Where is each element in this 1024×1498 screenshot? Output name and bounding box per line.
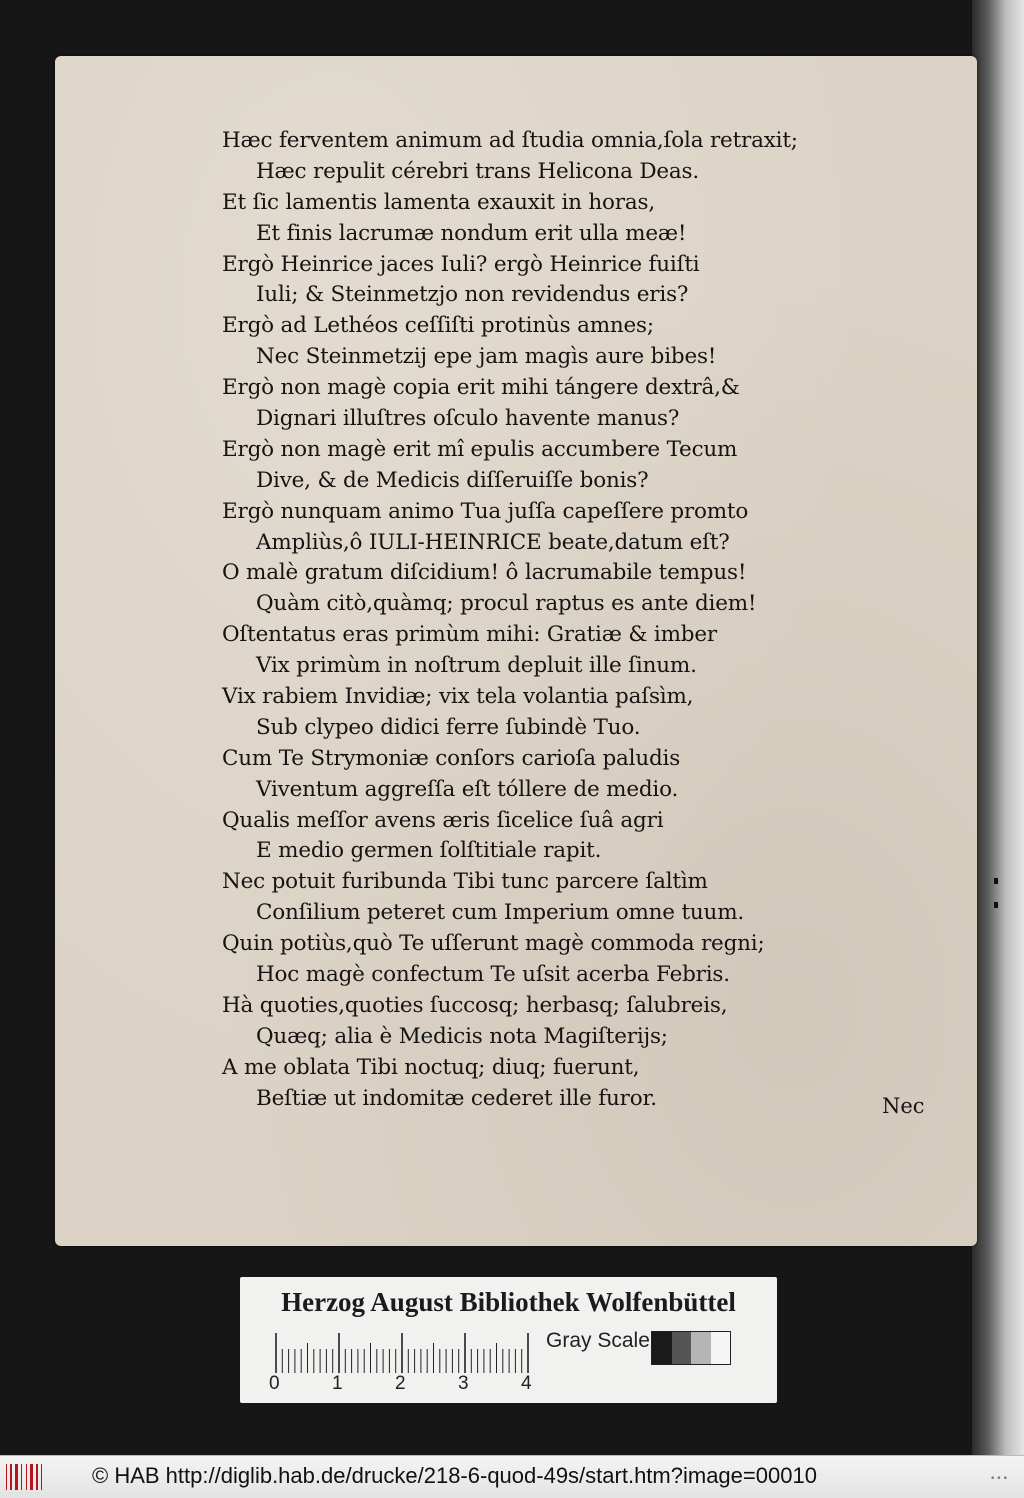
verse-line: Vix rabiem Invidiæ; vix tela volantia paſsìm, (222, 684, 694, 710)
verse-text (222, 126, 798, 1115)
verse-line: Viventum aggreſſa eſt tóllere de medio. (256, 776, 679, 802)
verse-line: A me oblata Tibi noctuq; diuq; fuerunt, (222, 1054, 640, 1080)
verse-line: Nec Steinmetzij epe jam magìs aure bibes! (256, 344, 717, 370)
verse-line: Vix primùm in noſtrum depluit ille ſinum. (256, 653, 697, 679)
ruler-digit: 4 (521, 1373, 532, 1394)
gray-scale-swatches (651, 1331, 731, 1365)
edge-mark (994, 878, 998, 884)
copyright-url[interactable]: © HAB http://diglib.hab.de/drucke/218-6-quod-49s/start.htm?image=00010 (92, 1463, 817, 1488)
verse-line: E medio germen ſolſtitiale rapit. (256, 838, 602, 864)
ruler-digit: 2 (395, 1373, 406, 1394)
ruler-scale (275, 1333, 537, 1373)
gray-swatch (652, 1332, 672, 1364)
catchword: Nec (882, 1094, 925, 1118)
barcode-icon (5, 1462, 49, 1492)
verse-line: Dignari illuſtres oſculo havente manus? (256, 406, 680, 432)
verse-line: Hæc ferventem animum ad ſtudia omnia,ſola retraxit; (222, 128, 798, 153)
verse-line: Ergò ad Lethéos ceſſiſti protinùs amnes; (222, 313, 654, 339)
verse-line: Conſilium peteret cum Imperium omne tuum. (256, 900, 745, 926)
book-edge (972, 0, 1024, 1455)
verse-line: O malè gratum diſcidium! ô lacrumabile tempus! (222, 560, 747, 586)
ruler-digit: 0 (269, 1373, 280, 1394)
verse-line: Iuli; & Steinmetzjo non revidendus eris? (256, 282, 689, 308)
verse-line: Ergò non magè erit mî epulis accumbere Tecum (222, 436, 738, 462)
verse-line: Quin potiùs,quò Te uſſerunt magè commoda regni; (222, 931, 765, 957)
viewer-footer (0, 1455, 1024, 1498)
verse-line: Et ſic lamentis lamenta exauxit in horas, (222, 189, 655, 215)
verse-line: Dive, & de Medicis diſſeruiſſe bonis? (256, 467, 649, 493)
edge-mark (994, 902, 998, 908)
verse-line: Hà quoties,quoties ſuccosq; herbasq; ſalubreis, (222, 992, 728, 1018)
ruler-digit: 1 (332, 1373, 343, 1394)
verse-line: Nec potuit furibunda Tibi tunc parcere ſaltìm (222, 869, 708, 895)
verse-line: Hoc magè confectum Te uſsit acerba Febris. (256, 962, 730, 988)
verse-line: Sub clypeo didici ferre ſubindè Tuo. (256, 714, 641, 740)
verse-line: Ergò non magè copia erit mihi tángere dextrâ,& (222, 375, 740, 401)
more-dots-icon[interactable]: ••• (990, 1474, 1009, 1484)
verse-line: Oſtentatus eras primùm mihi: Gratiæ & imber (222, 622, 717, 648)
verse-line: Hæc repulit cérebri trans Helicona Deas. (256, 158, 699, 184)
verse-line: Beſtiæ ut indomitæ cederet ille furor. (256, 1085, 657, 1111)
verse-line: Cum Te Strymoniæ conſors carioſa paludis (222, 745, 681, 771)
gray-swatch (672, 1332, 692, 1364)
verse-line: Quæq; alia è Medicis nota Magiſterijs; (256, 1023, 668, 1049)
gray-swatch (711, 1332, 731, 1364)
ruler-digit: 3 (458, 1373, 469, 1394)
verse-line: Qualis meſſor avens æris ſicelice ſuâ agri (222, 807, 664, 833)
verse-line: Ergò nunquam animo Tua juſſa capeſſere promto (222, 498, 749, 524)
verse-line: Et finis lacrumæ nondum erit ulla meæ! (256, 220, 687, 246)
library-label-card (240, 1277, 777, 1403)
verse-line: Ampliùs,ô IULI-HEINRICE beate,datum eſt? (256, 529, 730, 555)
gray-scale-label: Gray Scale (546, 1329, 650, 1352)
verse-line: Quàm citò,quàmq; procul raptus es ante diem! (256, 591, 757, 617)
verse-line: Ergò Heinrice jaces Iuli? ergò Heinrice fuiſti (222, 251, 700, 277)
library-name: Herzog August Bibliothek Wolfenbüttel (281, 1287, 736, 1317)
gray-swatch (691, 1332, 711, 1364)
